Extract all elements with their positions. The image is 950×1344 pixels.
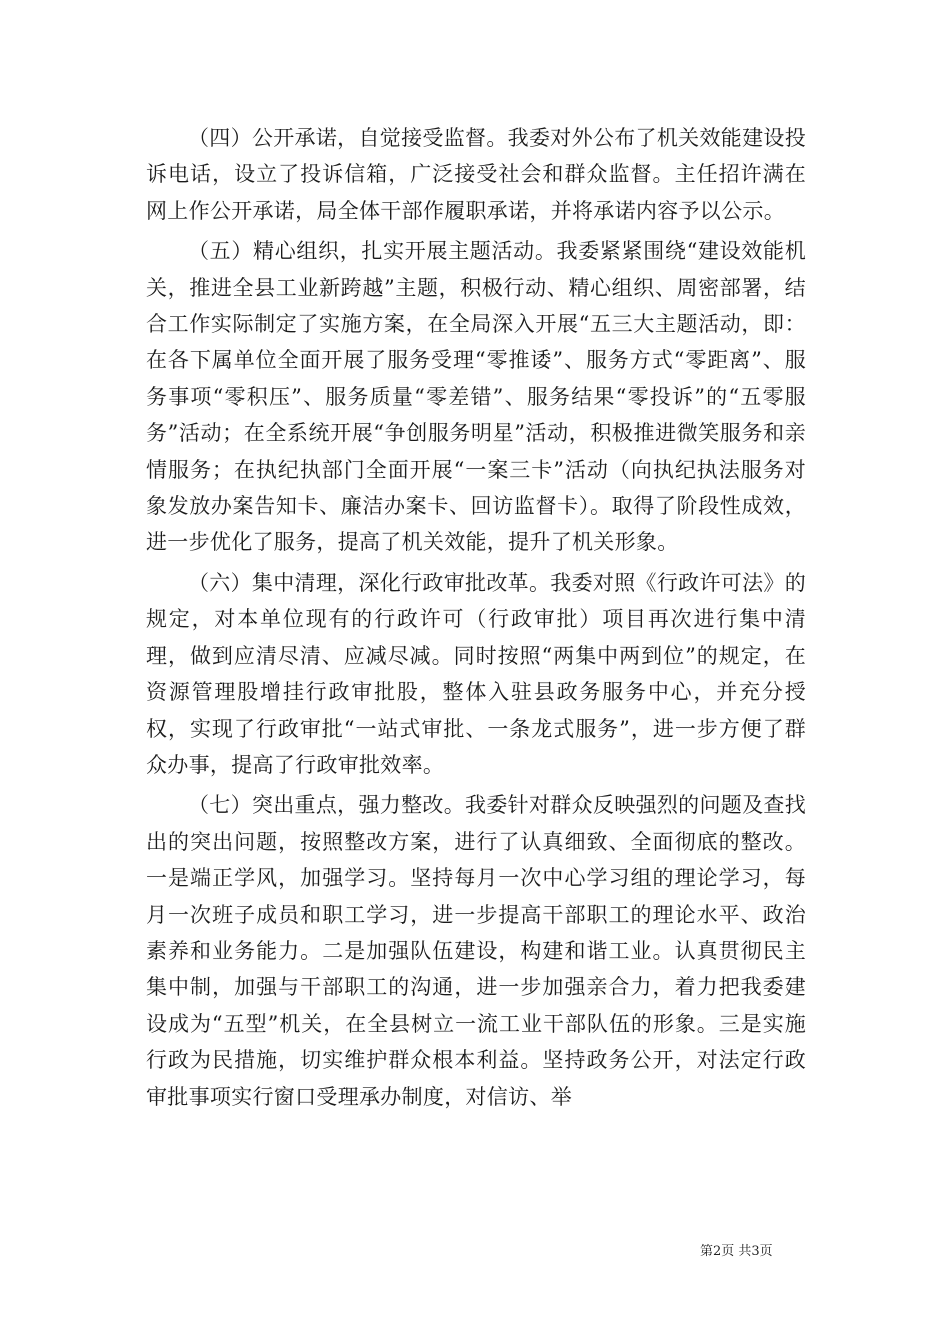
- document-body: [146, 120, 806, 1119]
- paragraph-4: （四）公开承诺，自觉接受监督。我委对外公布了机关效能建设投诉电话，设立了投诉信箱，广泛接受社会和群众监督。主任招许满在网上作公开承诺，局全体干部作履职承诺，并将承诺内容予以公示。: [146, 126, 806, 223]
- paragraph-6: （六）集中清理，深化行政审批改革。我委对照《行政许可法》的规定，对本单位现有的行政许可（行政审批）项目再次进行集中清理，做到应清尽清、应减尽减。同时按照“两集中两到位”的规定，在资源管理股增挂行政审批股，整体入驻县政务服务中心，并充分授权，实现了行政审批“一站式审批、一条龙式服务”，进一步方便了群众办事，提高了行政审批效率。: [146, 570, 806, 777]
- paragraph-7: （七）突出重点，强力整改。我委针对群众反映强烈的问题及查找出的突出问题，按照整改方案，进行了认真细致、全面彻底的整改。一是端正学风，加强学习。坚持每月一次中心学习组的理论学习，每月一次班子成员和职工学习，进一步提高干部职工的理论水平、政治素养和业务能力。二是加强队伍建设，构建和谐工业。认真贯彻民主集中制，加强与干部职工的沟通，进一步加强亲合力，着力把我委建设成为“五型”机关，在全县树立一流工业干部队伍的形象。三是实施行政为民措施，切实维护群众根本利益。坚持政务公开，对法定行政审批事项实行窗口受理承办制度，对信访、举: [146, 793, 806, 1109]
- page-number-footer: 第2页 共3页: [700, 1244, 773, 1259]
- paragraph-5: （五）精心组织，扎实开展主题活动。我委紧紧围绕“建设效能机关，推进全县工业新跨越”主题，积极行动、精心组织、周密部署，结合工作实际制定了实施方案，在全局深入开展“五三大主题活动，即：在各下属单位全面开展了服务受理“零推诿”、服务方式“零距离”、服务事项“零积压”、服务质量“零差错”、服务结果“零投诉”的“五零服务”活动；在全系统开展“争创服务明星”活动，积极推进微笑服务和亲情服务；在执纪执部门全面开展“一案三卡”活动（向执纪执法服务对象发放办案告知卡、廉洁办案卡、回访监督卡）。取得了阶段性成效，进一步优化了服务，提高了机关效能，提升了机关形象。: [146, 239, 806, 555]
